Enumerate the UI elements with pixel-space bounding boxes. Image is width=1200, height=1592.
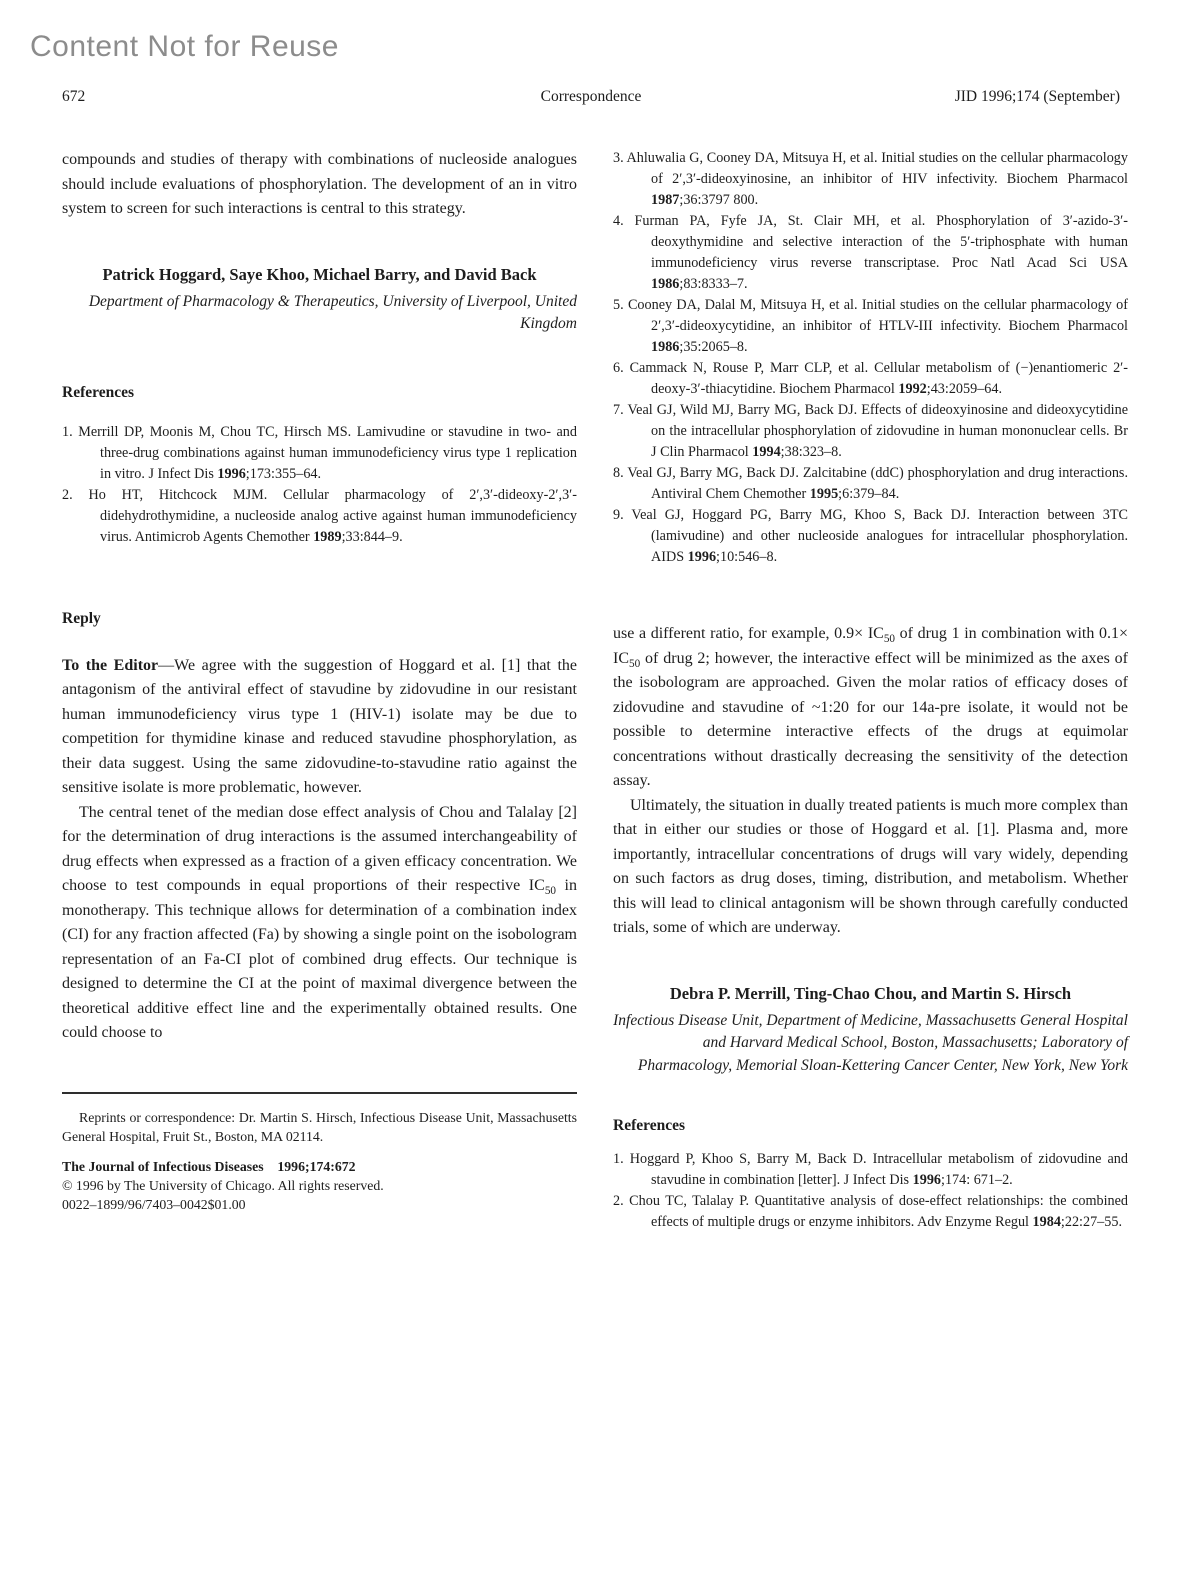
reply-paragraph-4: Ultimately, the situation in dually treated patients is much more complex than that in either our studies or those of Hoggard et al. [1]. Plasma and, more importantly, intracellular concentrations of drugs will vary widely, depending on such factors as drug doses, timing, distribution, and metabolism. Whether this will lead to clinical antagonism will be shown through carefully conducted trials, some of which are underway. — [613, 796, 1128, 936]
reference-item-9: 9. Veal GJ, Hoggard PG, Barry MG, Khoo S, Back DJ. Interaction between 3TC (lamivudine) and other nucleoside analogues for intracellular phosphorylation. AIDS 1996;10:546–8. — [613, 507, 1128, 565]
reprints-footnote: Reprints or correspondence: Dr. Martin S. Hirsch, Infectious Disease Unit, Massachusetts General Hospital, Fruit St., Boston, MA 02114. — [62, 1109, 577, 1144]
letter-reference-list-continued — [613, 148, 1128, 568]
reply-paragraph-1: To the Editor—We agree with the suggestion of Hoggard et al. [1] that the antagonism of the antiviral effect of stavudine by zidovudine in our resistant human immunodeficiency virus type 1 (HIV-1) isolate may be due to competition for thymidine kinase and reduced stavudine phosphorylation, as their data suggest. Using the same zidovudine-to-stavudine ratio against the sensitive isolate is more problematic, however. — [62, 656, 577, 796]
reply-reference-list — [613, 1149, 1128, 1233]
reply-paragraph-3: use a different ratio, for example, $0.9\times IC_{50}$ of drug 1 in combination with $0.1\times IC_{50}$ of drug 2; however, the interactive effect will be minimized as the axes of the isobologram are approached. Given the molar ratios of efficacy doses of zidovudine and stavudine of ~1:20 for our 14a-pre isolate, it would not be possible to determine interactive effects of the drugs at equimolar concentrations without drastically decreasing the sensitivity of the detection assay. — [613, 625, 1128, 789]
reference-item-6: 6. Cammack N, Rouse P, Marr CLP, et al. Cellular metabolism of (−)enantiomeric 2′-deoxy-3′-thiacytidine. Biochem Pharmacol 1992;43:2059–64. — [613, 360, 1128, 397]
reply-affiliation: Infectious Disease Unit, Department of Medicine, Massachusetts General Hospital and Harvard Medical School, Boston, Massachusetts; Laboratory of Pharmacology, Memorial Sloan-Kettering Cancer Center, New York, New York — [613, 1011, 1128, 1074]
issn-code-line: 0022–1899/96/7403–0042$01.00 — [62, 1196, 246, 1212]
reply-reference-item-2: 2. Chou TC, Talalay P. Quantitative analysis of dose-effect relationships: the combined effects of multiple drugs or enzyme inhibitors. Adv Enzyme Regul 1984;22:27–55. — [613, 1193, 1128, 1230]
copyright-line: © 1996 by The University of Chicago. All rights reserved. — [62, 1177, 384, 1193]
reply-reference-item-1: 1. Hoggard P, Khoo S, Barry M, Back D. Intracellular metabolism of zidovudine and stavudine in combination [letter]. J Infect Dis 1996;174: 671–2. — [613, 1151, 1128, 1188]
reply-references-heading: References — [613, 1117, 686, 1134]
watermark-text: Content Not for Reuse — [30, 30, 339, 63]
footnote-divider — [62, 1092, 577, 1094]
letter-affiliation: Department of Pharmacology & Therapeutics, University of Liverpool, United Kingdom — [88, 292, 577, 332]
reference-item-3: 3. Ahluwalia G, Cooney DA, Mitsuya H, et al. Initial studies on the cellular pharmacology of 2′,3′-dideoxyinosine, an inhibitor of HIV infectivity. Biochem Pharmacol 1987;36:3797 800. — [613, 150, 1128, 208]
letter-references-heading: References — [62, 383, 135, 401]
letter-reference-list — [62, 422, 577, 548]
page-header — [62, 88, 1120, 106]
right-column — [613, 148, 1128, 1233]
left-column — [62, 148, 577, 1233]
reply-authors: Debra P. Merrill, Ting-Chao Chou, and Martin S. Hirsch — [669, 983, 1072, 1003]
reply-paragraph-2: The central tenet of the median dose effect analysis of Chou and Talalay [2] for the determination of drug interactions is the assumed interchangeability of drug effects when expressed as a fraction of a given efficacy concentration. We choose to test compounds in equal proportions of their respective $IC_{50}$ in monotherapy. This technique allows for determination of a combination index (CI) for any fraction affected (Fa) by showing a single point on the isobologram representation of an Fa-CI plot of combined drug effects. Our technique is designed to determine the CI at the point of maximal divergence between the theoretical additive effect line and the experimentally obtained results. One could choose to — [62, 803, 578, 1041]
reference-item-5: 5. Cooney DA, Dalal M, Mitsuya H, et al. Initial studies on the cellular pharmacology of 2′,3′-dideoxycytidine, an inhibitor of HTLV-III infectivity. Biochem Pharmacol 1986;35:2065–8. — [613, 297, 1128, 355]
reference-item-1: 1. Merrill DP, Moonis M, Chou TC, Hirsch MS. Lamivudine or stavudine in two- and three-drug combinations against human immunodeficiency virus type 1 replication in vitro. J Infect Dis 1996;173:355–64. — [62, 423, 577, 482]
reply-heading: Reply — [62, 609, 101, 627]
reference-item-4: 4. Furman PA, Fyfe JA, St. Clair MH, et al. Phosphorylation of 3′-azido-3′-deoxythymidine and selective interaction of the 5′-triphosphate with human immunodeficiency virus reverse transcriptase. Proc Natl Acad Sci USA 1986;83:8333–7. — [613, 213, 1128, 292]
reference-item-7: 7. Veal GJ, Wild MJ, Barry MG, Back DJ. Effects of dideoxyinosine and dideoxycytidine on the intracellular phosphorylation of zidovudine in human mononuclear cells. Br J Clin Pharmacol 1994;38:323–8. — [613, 402, 1128, 460]
reference-item-2: 2. Ho HT, Hitchcock MJM. Cellular pharmacology of 2′,3′-dideoxy-2′,3′-didehydrothymidine, a nucleoside analog active against human immunodeficiency virus. Antimicrob Agents Chemother 1989;33:844–9. — [62, 486, 577, 545]
journal-citation: JID 1996;174 (September) — [954, 88, 1120, 105]
running-head: Correspondence — [540, 88, 642, 105]
two-column-layout — [62, 148, 1128, 1233]
letter-closing-paragraph: compounds and studies of therapy with combinations of nucleoside analogues should include evaluations of phosphorylation. The development of an in vitro system to screen for such interactions is central to this strategy. — [62, 151, 577, 217]
page-number: 672 — [62, 88, 86, 105]
reference-item-8: 8. Veal GJ, Barry MG, Back DJ. Zalcitabine (ddC) phosphorylation and drug interactions. Antiviral Chem Chemother 1995;6:379–84. — [613, 465, 1128, 502]
journal-line-footnote: The Journal of Infectious Diseases 1996;174:672 — [62, 1158, 356, 1174]
letter-authors: Patrick Hoggard, Saye Khoo, Michael Barry, and David Back — [102, 264, 537, 284]
